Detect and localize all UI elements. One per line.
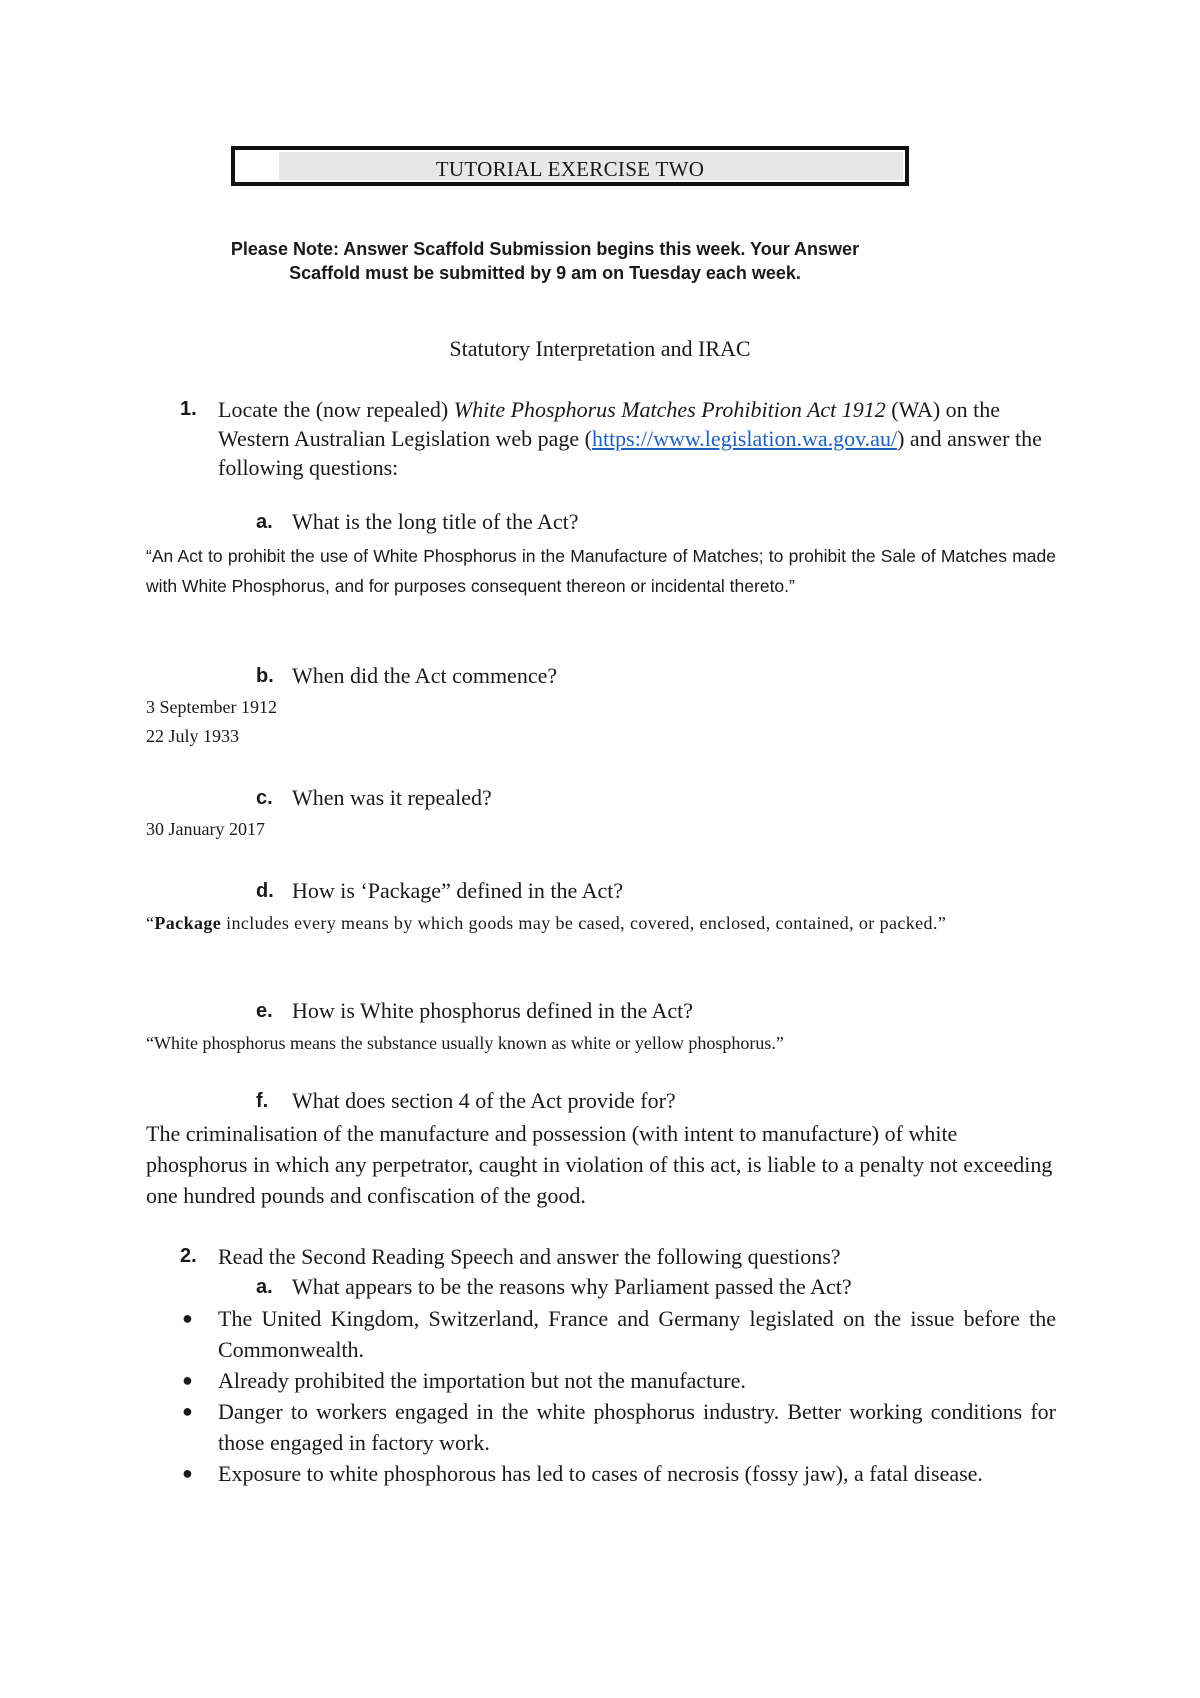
list-item <box>182 1458 1056 1489</box>
question-2a-letter: a. <box>256 1276 273 1298</box>
answer-1f: The criminalisation of the manufacture and possession (with intent to manufacture) of white phosphorus in which any perpetrator, caught in violation of this act, is liable to a penalty not exceeding one hundred pounds and confiscation of the good. <box>146 1121 1053 1208</box>
question-1d <box>256 877 624 905</box>
question-2 <box>180 1242 1058 1271</box>
answer-1b-line-1: 3 September 1912 <box>146 697 277 717</box>
bullet-icon: ● <box>182 1370 193 1390</box>
question-1c <box>256 784 492 812</box>
question-1f-letter: f. <box>256 1090 269 1112</box>
question-1-text-a: Locate the (now repealed) <box>218 397 454 422</box>
legislation-link[interactable]: https://www.legislation.wa.gov.au/ <box>591 426 898 451</box>
question-2-number: 2. <box>180 1245 197 1267</box>
question-1 <box>180 395 1058 482</box>
answer-1e: “White phosphorus means the substance usually known as white or yellow phosphorus.” <box>146 1033 784 1053</box>
list-item <box>182 1365 1056 1396</box>
list-item <box>182 1303 1056 1365</box>
reasons-list <box>182 1303 1056 1489</box>
question-1f <box>256 1087 676 1115</box>
question-1a <box>256 508 579 536</box>
question-1-text-c: ) and answer the following questions: <box>218 426 1042 480</box>
question-2-text: Read the Second Reading Speech and answer the following questions? <box>218 1244 841 1269</box>
question-2a-text: What appears to be the reasons why Parliament passed the Act? <box>292 1274 852 1299</box>
bullet-icon: ● <box>182 1401 193 1421</box>
question-1a-letter: a. <box>256 511 273 533</box>
list-item-text: Danger to workers engaged in the white phosphorus industry. Better working conditions for those engaged in factory work. <box>218 1399 1056 1455</box>
question-1b-text: When did the Act commence? <box>292 663 558 688</box>
section-subtitle: Statutory Interpretation and IRAC <box>449 336 751 361</box>
question-1a-text: What is the long title of the Act? <box>292 509 579 534</box>
answer-1d-definition: includes every means by which goods may be cased, covered, enclosed, contained, or packed.” <box>221 913 947 933</box>
question-1e <box>256 997 694 1025</box>
question-1e-letter: e. <box>256 1000 273 1022</box>
bullet-icon: ● <box>182 1463 193 1483</box>
question-2a <box>256 1273 852 1301</box>
answer-1d <box>146 909 1056 937</box>
question-1-number: 1. <box>180 398 197 420</box>
question-1d-letter: d. <box>256 880 274 902</box>
question-1b-letter: b. <box>256 665 274 687</box>
list-item-text: Already prohibited the importation but not the manufacture. <box>218 1368 746 1393</box>
answer-1b-line-2: 22 July 1933 <box>146 726 240 746</box>
question-1c-text: When was it repealed? <box>292 785 492 810</box>
bullet-icon: ● <box>182 1308 193 1328</box>
list-item-text: Exposure to white phosphorous has led to cases of necrosis (fossy jaw), a fatal disease. <box>218 1461 983 1486</box>
page-title: TUTORIAL EXERCISE TWO <box>435 157 705 181</box>
act-title: White Phosphorus Matches Prohibition Act 1912 <box>453 397 886 422</box>
question-1b <box>256 662 558 690</box>
answer-1a: “An Act to prohibit the use of White Phosphorus in the Manufacture of Matches; to prohibit the Sale of Matches made with White Phosphorus, and for purposes consequent thereon or incidental thereto.” <box>146 546 1056 596</box>
answer-1d-open-quote: “ <box>146 913 155 933</box>
title-box <box>231 146 909 186</box>
submission-note-line-2: Scaffold must be submitted by 9 am on Tuesday each week. <box>289 263 801 283</box>
question-1f-text: What does section 4 of the Act provide for? <box>292 1088 676 1113</box>
list-item <box>182 1396 1056 1458</box>
answer-1c: 30 January 2017 <box>146 819 265 839</box>
answer-1d-term: Package <box>154 913 222 933</box>
question-1e-text: How is White phosphorus defined in the Act? <box>292 998 694 1023</box>
list-item-text: The United Kingdom, Switzerland, France and Germany legislated on the issue before the Commonwealth. <box>218 1306 1056 1362</box>
question-1d-text: How is ‘Package” defined in the Act? <box>292 878 624 903</box>
submission-note-line-1: Please Note: Answer Scaffold Submission begins this week. Your Answer <box>230 239 860 259</box>
question-1c-letter: c. <box>256 787 273 809</box>
question-1-text-b: (WA) on the Western Australian Legislation web page ( <box>218 397 1001 451</box>
